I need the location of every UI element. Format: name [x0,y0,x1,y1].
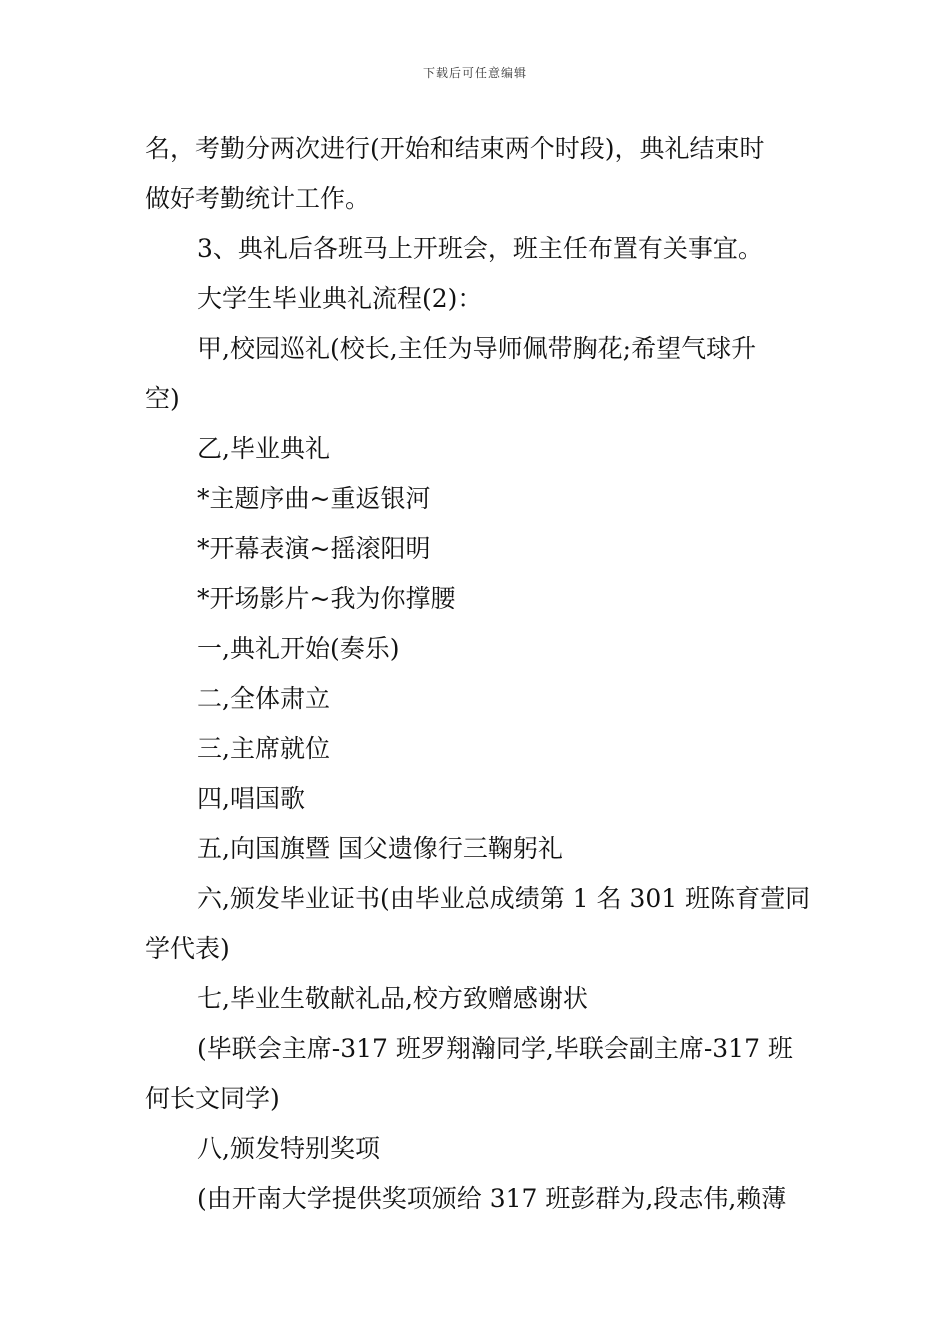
text-line: 何长文同学) [145,1084,280,1113]
text-line: 乙,毕业典礼 [197,434,330,463]
text-line: 学代表) [145,934,230,963]
text-line: (由开南大学提供奖项颁给 317 班彭群为,段志伟,赖薄 [197,1184,787,1213]
text-line: (毕联会主席-317 班罗翔瀚同学,毕联会副主席-317 班 [197,1034,793,1063]
text-line: *主题序曲~重返银河 [197,484,431,513]
text-line: 3、典礼后各班马上开班会，班主任布置有关事宜。 [197,234,763,263]
text-line: 七,毕业生敬献礼品,校方致赠感谢状 [197,984,588,1013]
text-line: *开场影片~我为你撑腰 [197,584,456,613]
text-line: 空) [145,384,180,413]
body-text [145,124,810,1224]
text-line: 大学生毕业典礼流程(2)： [197,284,483,313]
text-line: *开幕表演~摇滚阳明 [197,534,431,563]
text-line: 甲,校园巡礼(校长,主任为导师佩带胸花;希望气球升 [197,334,757,363]
text-line: 六,颁发毕业证书(由毕业总成绩第 1 名 301 班陈育萱同 [197,884,810,913]
text-line: 八,颁发特别奖项 [197,1134,380,1163]
text-line: 一,典礼开始(奏乐) [197,634,400,663]
text-line: 名，考勤分两次进行(开始和结束两个时段)，典礼结束时 [145,134,765,163]
page-header: 下载后可任意编辑 [422,66,527,80]
text-line: 五,向国旗暨 国父遗像行三鞠躬礼 [197,834,563,863]
text-line: 二,全体肃立 [197,684,330,713]
text-line: 三,主席就位 [197,734,330,763]
text-line: 四,唱国歌 [197,784,305,813]
text-line: 做好考勤统计工作。 [145,184,371,213]
